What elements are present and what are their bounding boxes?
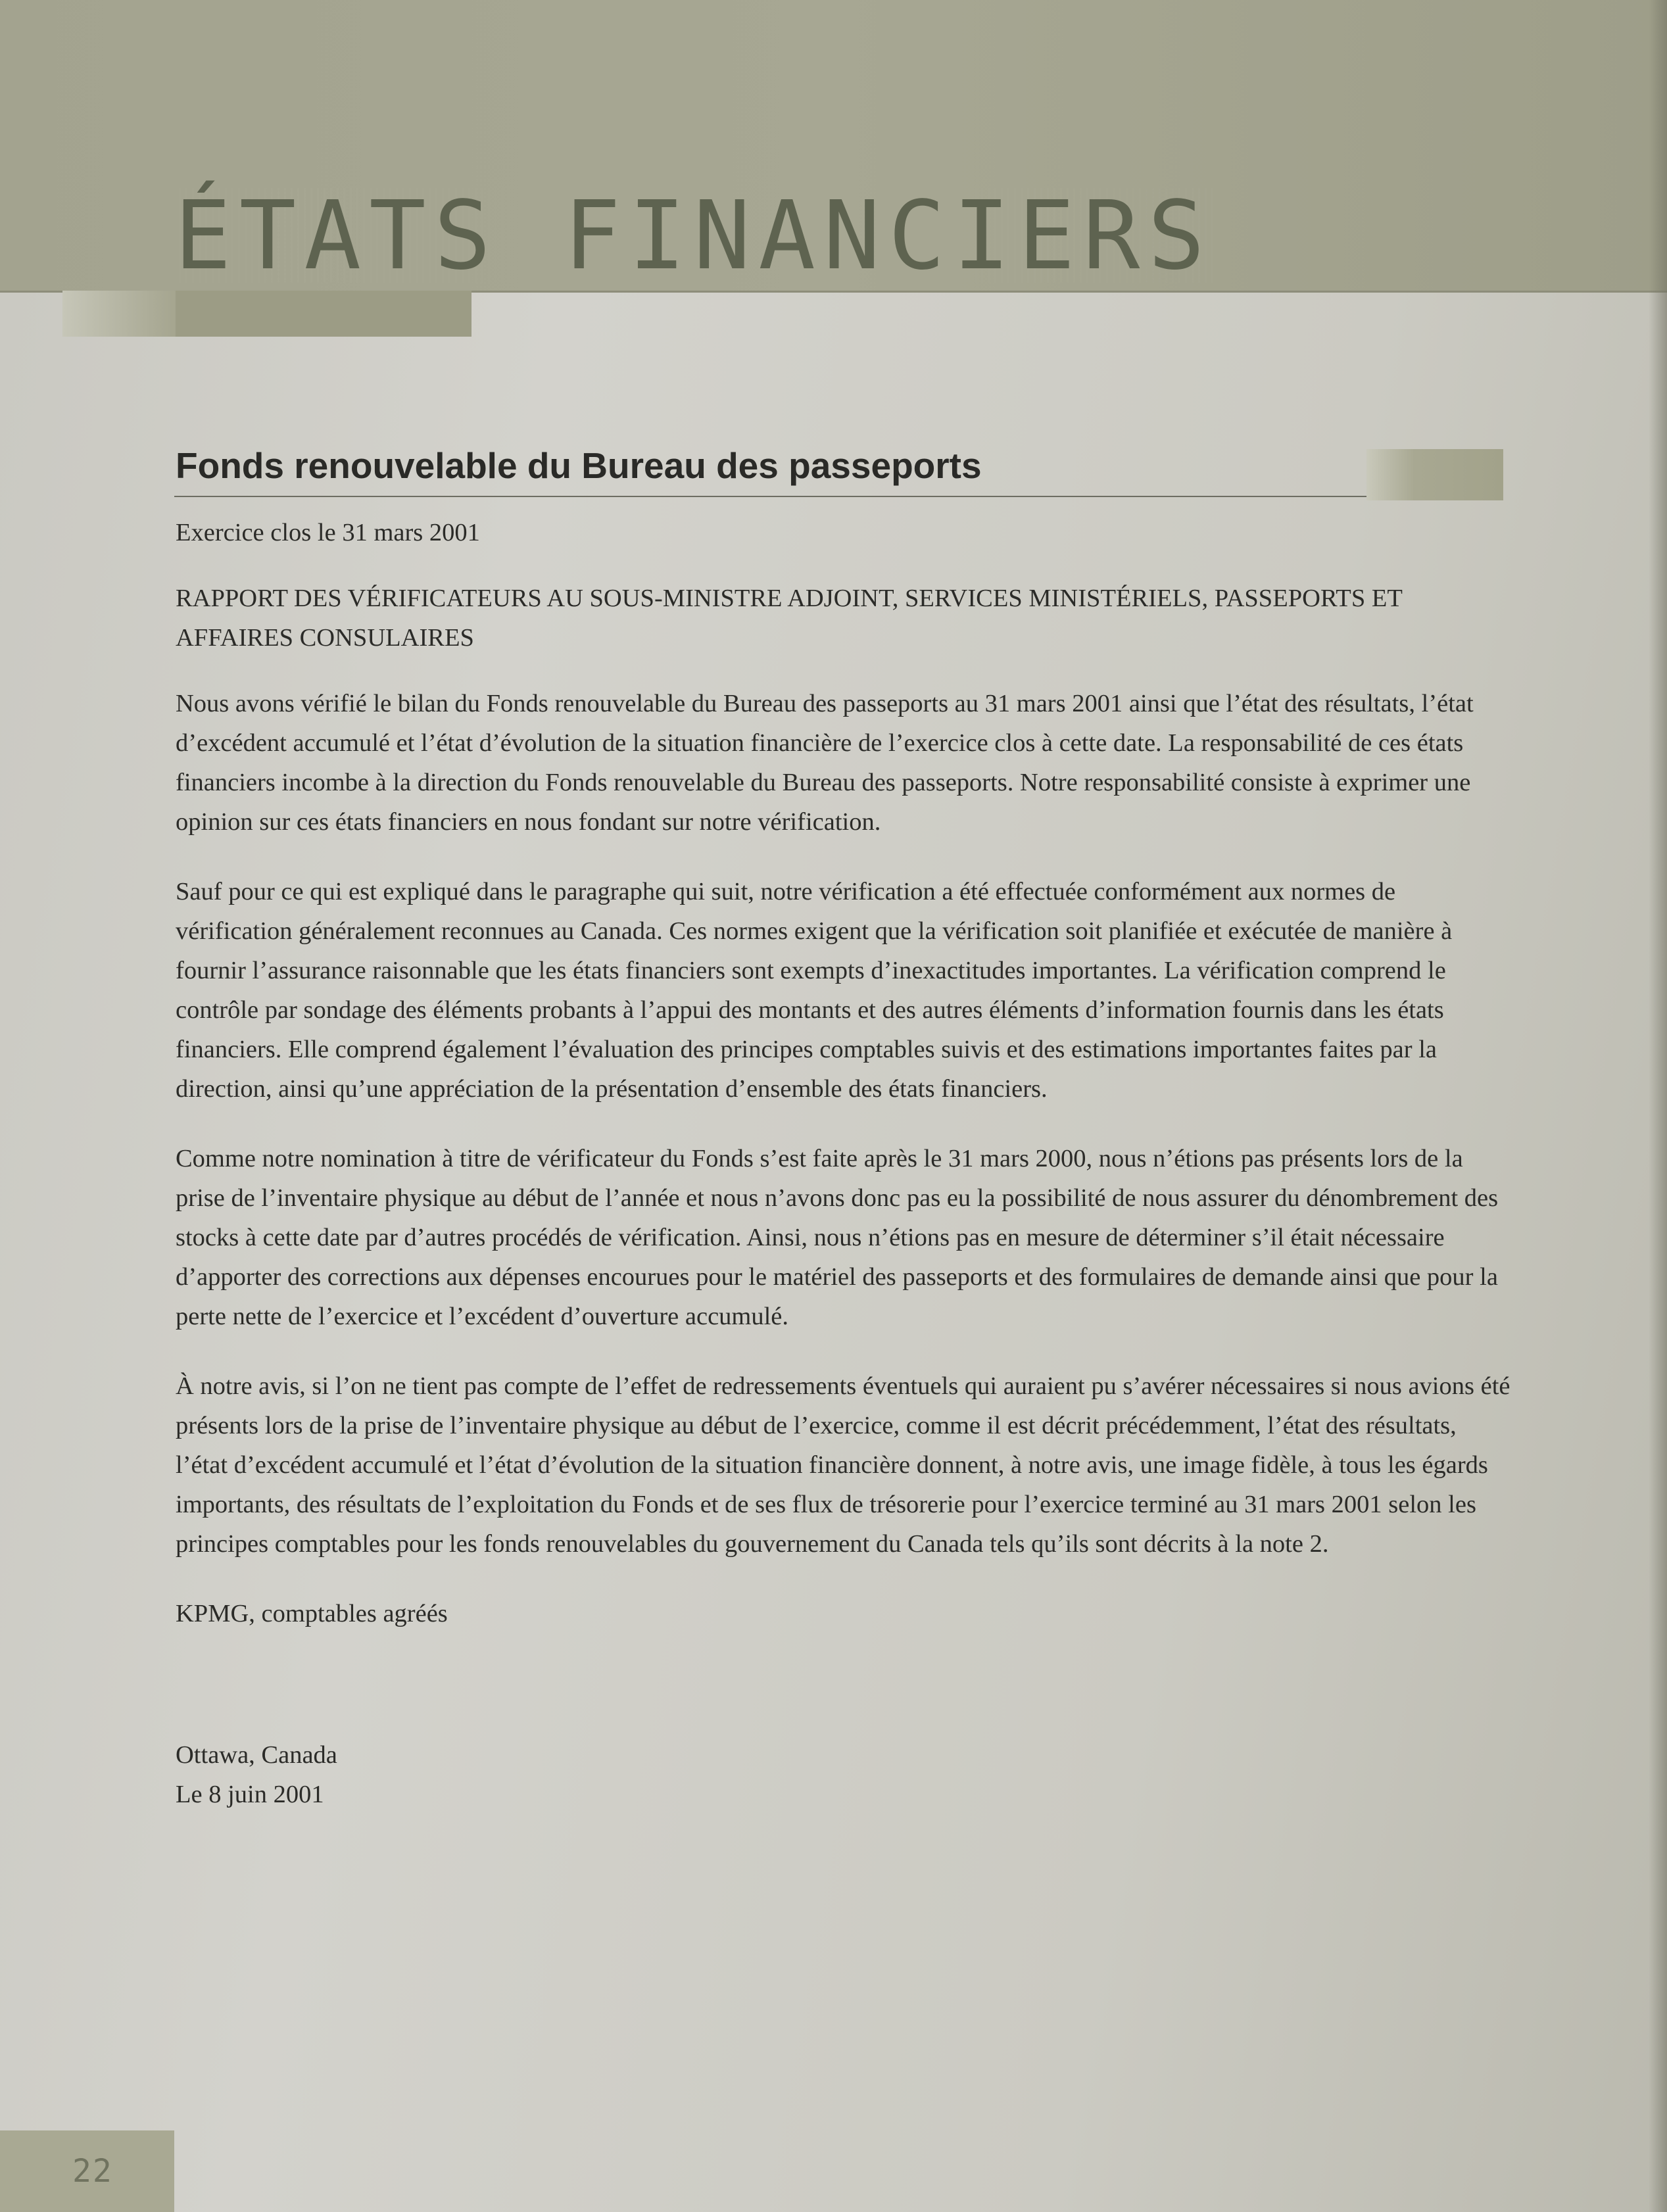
signing-date: Le 8 juin 2001 xyxy=(176,1781,324,1808)
header-tab-block xyxy=(176,291,471,337)
page-edge-shadow xyxy=(1649,0,1667,2212)
title-accent-block xyxy=(1366,449,1503,500)
page-number: 22 xyxy=(72,2153,113,2190)
section-title: ÉTATS FINANCIERS xyxy=(174,180,1213,291)
header-tab-decoration xyxy=(62,291,176,337)
report-heading: RAPPORT DES VÉRIFICATEURS AU SOUS-MINISTRE ADJOINT, SERVICES MINISTÉRIELS, PASSEPORTS ET AFFAIRES CONSULAIRES xyxy=(176,585,1403,652)
document-title: Fonds renouvelable du Bureau des passeports xyxy=(176,445,982,486)
report-paragraph: Nous avons vérifié le bilan du Fonds renouvelable du Bureau des passeports au 31 mars 2001 ainsi que l’état des résultats, l’état d’excédent accumulé et l’état d’évolution de la situation financière de l’exercice clos à cette date. La responsabilité de ces états financiers incombe à la direction du Fonds renouvelable du Bureau des passeports. Notre responsabilité consiste à exprimer une opinion sur ces états financiers en nous fondant sur notre vérification. xyxy=(176,690,1474,836)
fiscal-year-subtitle: Exercice clos le 31 mars 2001 xyxy=(176,519,480,546)
title-divider xyxy=(174,496,1381,497)
report-paragraph: À notre avis, si l’on ne tient pas compte de l’effet de redressements éventuels qui auraient pu s’avérer nécessaires si nous avions été présents lors de la prise de l’inventaire physique au début de l’exercice, comme il est décrit précédemment, l’état des résultats, l’état d’excédent accumulé et l’état d’évolution de la situation financière donnent, à notre avis, une image fidèle, à tous les égards importants, des résultats de l’exploitation du Fonds et de ses flux de trésorerie pour l’exercice terminé au 31 mars 2001 selon les principes comptables pour les fonds renouvelables du gouvernement du Canada tels qu’ils sont décrits à la note 2. xyxy=(176,1372,1510,1558)
report-paragraph: Sauf pour ce qui est expliqué dans le paragraphe qui suit, notre vérification a été effectuée conformément aux normes de vérification généralement reconnues au Canada. Ces normes exigent que la vérification soit planifiée et exécutée de manière à fournir l’assurance raisonnable que les états financiers sont exempts d’inexactitudes importantes. La vérification comprend le contrôle par sondage des éléments probants à l’appui des montants et des autres éléments d’information fournis dans les états financiers. Elle comprend également l’évaluation des principes comptables suivis et des estimations importantes faites par la direction, ainsi qu’une appréciation de la présentation d’ensemble des états financiers. xyxy=(176,878,1453,1103)
signing-place: Ottawa, Canada xyxy=(176,1741,337,1769)
auditor-signature: KPMG, comptables agréés xyxy=(176,1600,448,1627)
report-body xyxy=(176,513,1514,1814)
report-paragraph: Comme notre nomination à titre de vérificateur du Fonds s’est faite après le 31 mars 2000, nous n’étions pas présents lors de la prise de l’inventaire physique au début de l’année et nous n’avons donc pas eu la possibilité de nous assurer du dénombrement des stocks à cette date par d’autres procédés de vérification. Ainsi, nous n’étions pas en mesure de déterminer s’il était nécessaire d’apporter des corrections aux dépenses encourues pour le matériel des passeports et des formulaires de demande ainsi que pour la perte nette de l’exercice et l’excédent d’ouverture accumulé. xyxy=(176,1145,1499,1330)
